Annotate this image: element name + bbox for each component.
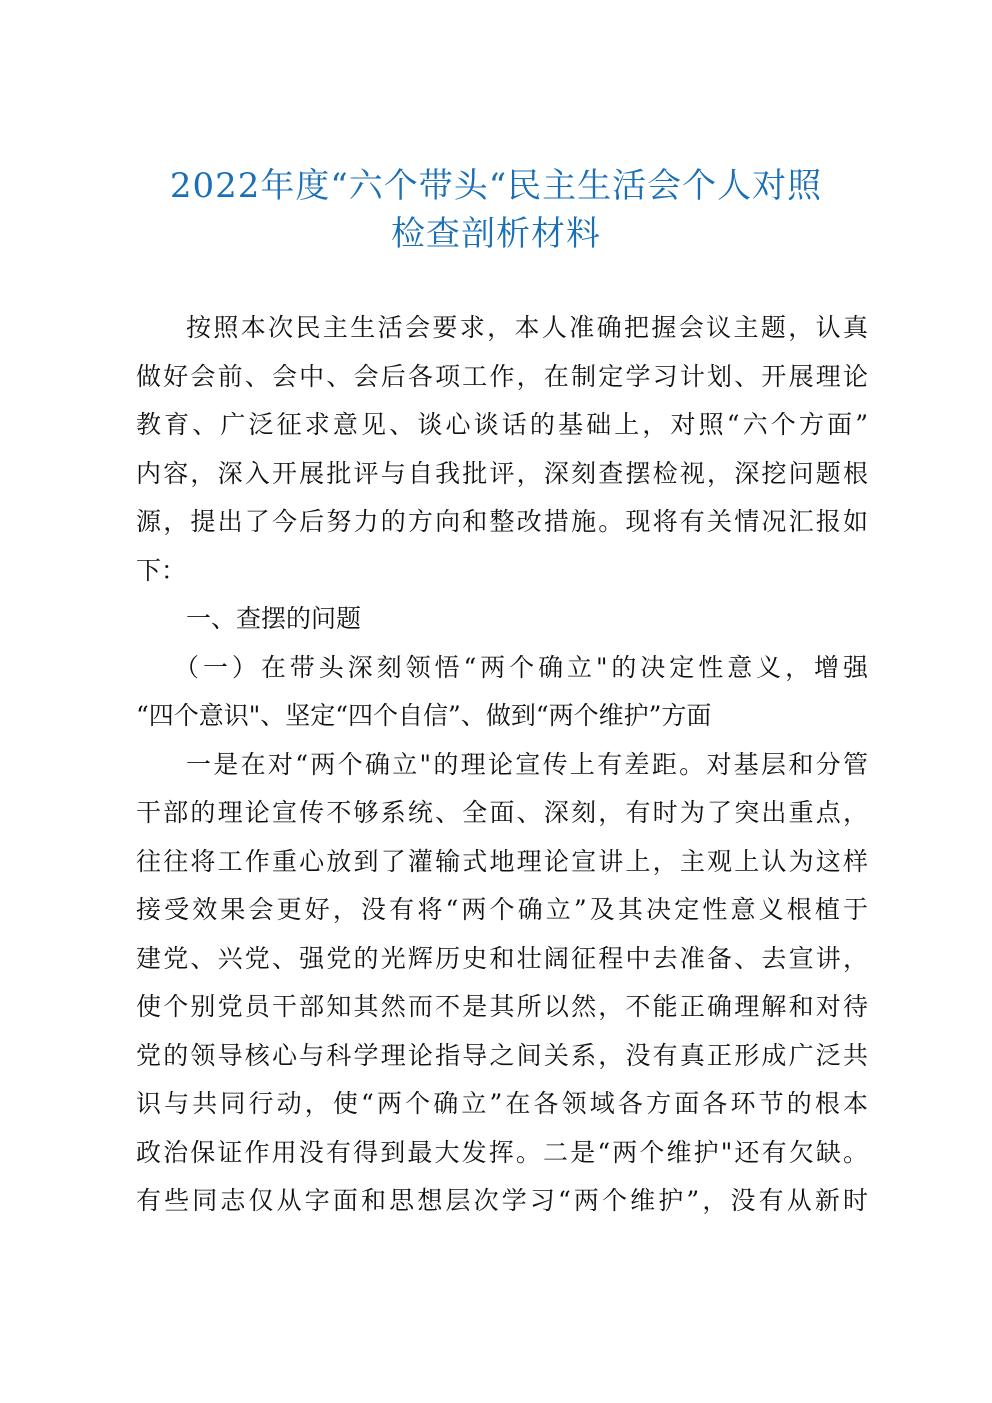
text-line: 干部的理论宣传不够系统、全面、深刻，有时为了突出重点， — [136, 798, 868, 827]
text-line: 有些同志仅从字面和思想层次学习“两个维护”，没有从新时 — [136, 1186, 868, 1215]
text-line: 教育、广泛征求意见、谈心谈话的基础上，对照“六个方面” — [136, 410, 868, 439]
text-line: 政治保证作用没有得到最大发挥。二是“两个维护"还有欠缺。 — [136, 1137, 868, 1167]
text-line: 建党、兴党、强党的光辉历史和壮阔征程中去准备、去宣讲， — [136, 943, 868, 973]
document-title — [100, 162, 892, 258]
body-paragraph — [136, 741, 868, 1226]
text-line: 使个别党员干部知其然而不是其所以然，不能正确理解和对待 — [136, 992, 868, 1021]
document-body — [136, 304, 868, 1226]
text-line: “四个意识"、坚定“四个自信”、做到“两个维护”方面 — [136, 701, 712, 730]
text-line: 下： — [136, 555, 187, 585]
text-line: 党的领导核心与科学理论指导之间关系，没有真正形成广泛共 — [136, 1040, 868, 1070]
section-heading: 一、查摆的问题 — [186, 604, 362, 633]
title-line: 2022年度“六个带头“民主生活会个人对照 — [169, 166, 823, 206]
text-line: 识与共同行动，使“两个确立”在各领域各方面各环节的根本 — [136, 1089, 868, 1118]
text-line: （一）在带头深刻领悟“两个确立"的决定性意义，增强 — [174, 652, 868, 682]
text-line: 一是在对“两个确立"的理论宣传上有差距。对基层和分管 — [186, 749, 868, 779]
subsection-heading — [136, 644, 868, 741]
title-line: 检查剖析材料 — [391, 214, 601, 254]
text-line: 内容，深入开展批评与自我批评，深刻查摆检视，深挖问题根 — [136, 458, 868, 488]
text-line: 按照本次民主生活会要求，本人准确把握会议主题，认真 — [186, 313, 868, 342]
text-line: 源，提出了今后努力的方向和整改措施。现将有关情况汇报如 — [136, 507, 868, 536]
text-line: 往往将工作重心放到了灌输式地理论宣讲上，主观上认为这样 — [136, 846, 868, 876]
text-line: 做好会前、会中、会后各项工作，在制定学习计划、开展理论 — [136, 361, 868, 391]
text-line: 接受效果会更好，没有将“两个确立”及其决定性意义根植于 — [136, 895, 868, 924]
intro-paragraph — [136, 304, 868, 595]
